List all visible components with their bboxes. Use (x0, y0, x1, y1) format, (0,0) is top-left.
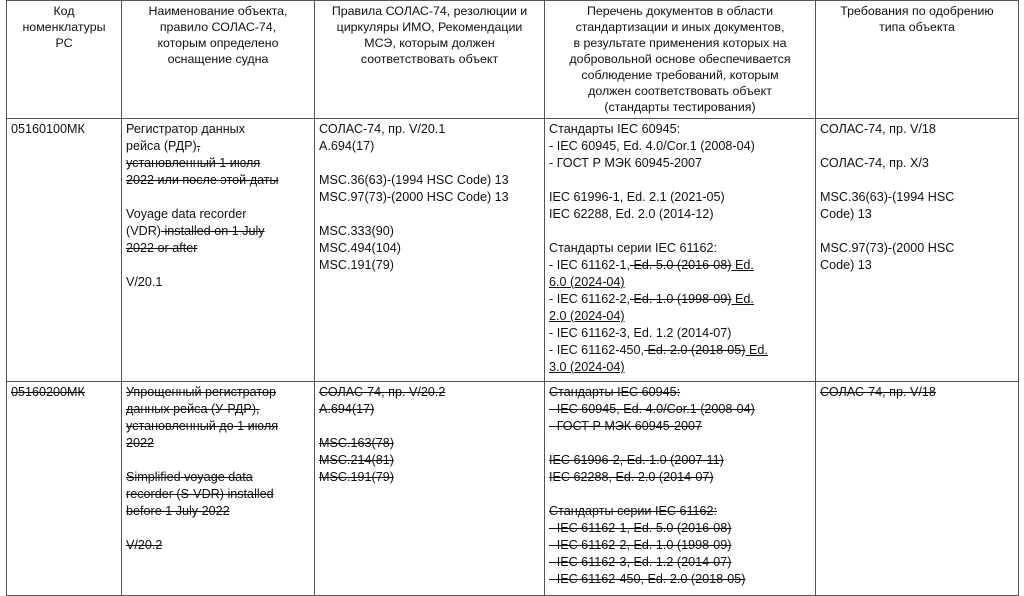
row1-code: 05160100МК (7, 119, 122, 382)
row1-standards: Стандарты IEC 60945: - IEC 60945, Ed. 4.0/Cor.1 (2008-04) - ГОСТ Р МЭК 60945-2007 IEC 61996-1, Ed. 2.1 (2021-05) IEC 62288, Ed. 2.0 (2014-12) Стандарты серии IEC 61162: - IEC 61162-1, Ed. 5.0 (2016-08) Ed. 6.0 (2024-04) - IEC 61162-2, Ed. 1.0 (1998-09) Ed. 2.0 (2024-04) - IEC 61162-3, Ed. 1.2 (2014-07) - IEC 61162-450, Ed. 2.0 (2018-05) Ed. 3.0 (2024-04) (545, 119, 816, 382)
row2-code: 05160200МК (7, 382, 122, 596)
table-row (7, 119, 1019, 382)
equipment-table (6, 0, 1019, 596)
row2-standards: Стандарты IEC 60945: - IEC 60945, Ed. 4.0/Cor.1 (2008-04) - ГОСТ Р МЭК 60945-2007 IEC 61996-2, Ed. 1.0 (2007-11) IEC 62288, Ed. 2.0 (2014-07) Стандарты серии IEC 61162: - IEC 61162-1, Ed. 5.0 (2016-08) - IEC 61162-2, Ed. 1.0 (1998-09) - IEC 61162-3, Ed. 1.2 (2014-07) - IEC 61162-450, Ed. 2.0 (2018-05) (545, 382, 816, 596)
header-standards: Перечень документов в области стандартизации и иных документов, в результате применения которых на добровольной основе обеспечивается соблюдение требований, которым должен соответствовать объект (стандарты тестирования) (545, 1, 816, 119)
row1-name: Регистратор данных рейса (РДР), установленный 1 июля 2022 или после этой даты Voyage data recorder (VDR) installed on 1 July 2022 or after V/20.1 (122, 119, 315, 382)
header-name: Наименование объекта, правило СОЛАС-74, которым определено оснащение судна (122, 1, 315, 119)
row1-regs: СОЛАС-74, пр. V/20.1 A.694(17) MSC.36(63)-(1994 HSC Code) 13 MSC.97(73)-(2000 HSC Code) 13 MSC.333(90) MSC.494(104) MSC.191(79) (315, 119, 545, 382)
table-row (7, 382, 1019, 596)
header-rules: Правила СОЛАС-74, резолюции и циркуляры ИМО, Рекомендации МСЭ, которым должен соответствовать объект (315, 1, 545, 119)
header-approval: Требования по одобрению типа объекта (816, 1, 1019, 119)
header-row (7, 1, 1019, 119)
row2-approval: СОЛАС-74, пр. V/18 (816, 382, 1019, 596)
row2-regs: СОЛАС-74, пр. V/20.2 A.694(17) MSC.163(78) MSC.214(81) MSC.191(79) (315, 382, 545, 596)
row2-name: Упрощенный регистратор данных рейса (У-РДР), установленный до 1 июля 2022 Simplified voyage data recorder (S-VDR) installed before 1 July 2022 V/20.2 (122, 382, 315, 596)
row1-approval: СОЛАС-74, пр. V/18 СОЛАС-74, пр. X/3 MSC.36(63)-(1994 HSC Code) 13 MSC.97(73)-(2000 HSC Code) 13 (816, 119, 1019, 382)
header-code: Код номенклатуры РС (7, 1, 122, 119)
